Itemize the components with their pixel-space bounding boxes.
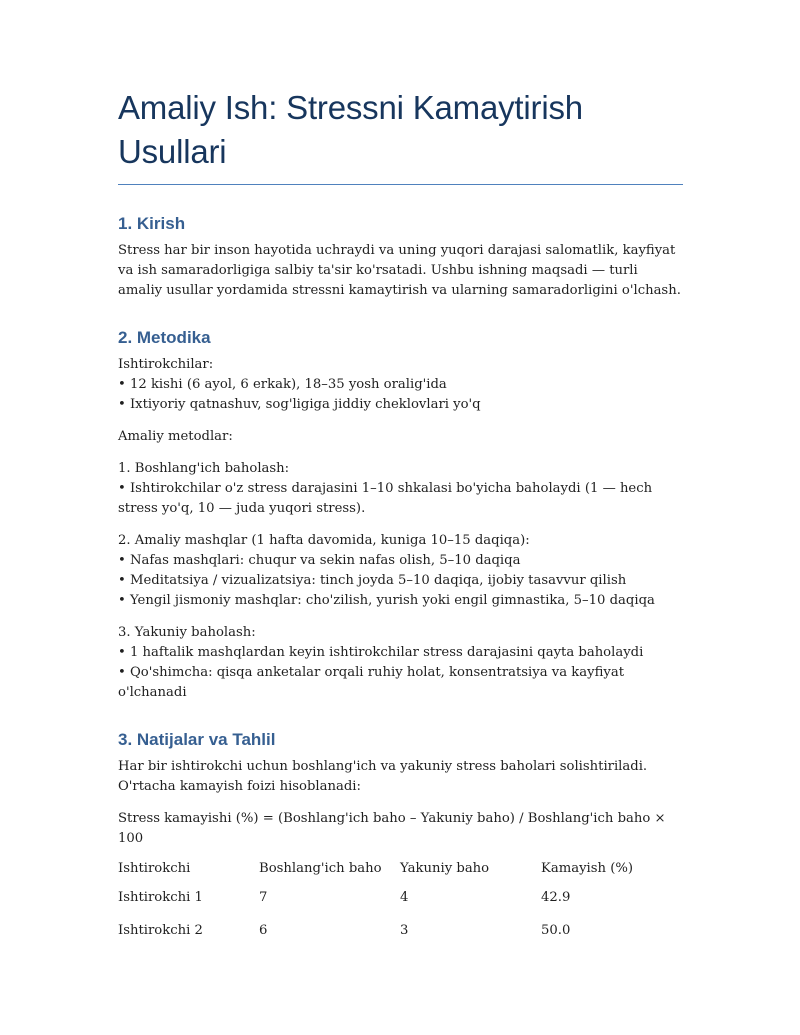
- table-row: [118, 914, 682, 947]
- list-item: • Ixtiyoriy qatnashuv, sog'ligiga jiddiy cheklovlari yo'q: [118, 397, 481, 412]
- table-cell: 6: [259, 922, 268, 938]
- table-cell: 7: [259, 889, 268, 905]
- table-header-row: [118, 859, 682, 881]
- list-item: • Qo'shimcha: qisqa anketalar orqali ruhiy holat, konsentratsiya va kayfiyat o'lchanadi: [118, 665, 624, 700]
- section-heading-kirish: 1. Kirish: [118, 214, 186, 233]
- step1-list: [118, 479, 683, 519]
- table-header-cell: Kamayish (%): [541, 861, 634, 876]
- step3-list: [118, 643, 683, 703]
- document-title: Amaliy Ish: Stressni Kamaytirish Usullari: [118, 86, 683, 185]
- formula-text: Stress kamayishi (%) = (Boshlang'ich baho – Yakuniy baho) / Boshlang'ich baho × 100: [118, 811, 666, 846]
- table-cell: 3: [400, 922, 409, 938]
- participants-list: [118, 375, 683, 415]
- section-heading-metodika: 2. Metodika: [118, 328, 211, 347]
- step2-label: 2. Amaliy mashqlar (1 hafta davomida, kuniga 10–15 daqiqa):: [118, 533, 530, 548]
- kirish-paragraph: Stress har bir inson hayotida uchraydi va uning yuqori darajasi salomatlik, kayfiyat va ish samaradorligiga salbiy ta'sir ko'rsatadi. Ushbu ishning maqsadi — turli amaliy usullar yordamida stressni kamaytirish va ularning samaradorligini o'lchash.: [118, 243, 681, 298]
- list-item: • Ishtirokchilar o'z stress darajasini 1–10 shkalasi bo'yicha baholaydi (1 — hech stress yo'q, 10 — juda yuqori stress).: [118, 481, 653, 516]
- table-row: [118, 881, 682, 914]
- natijalar-paragraph: Har bir ishtirokchi uchun boshlang'ich va yakuniy stress baholari solishtiriladi. O'rtacha kamayish foizi hisoblanadi:: [118, 759, 648, 794]
- table-header-cell: Boshlang'ich baho: [259, 861, 382, 876]
- table-cell: 50.0: [541, 922, 571, 938]
- list-item: • Nafas mashqlari: chuqur va sekin nafas olish, 5–10 daqiqa: [118, 553, 521, 568]
- section-heading-natijalar: 3. Natijalar va Tahlil: [118, 730, 276, 749]
- table-header-cell: Ishtirokchi: [118, 861, 191, 876]
- list-item: • 1 haftalik mashqlardan keyin ishtirokchilar stress darajasini qayta baholaydi: [118, 645, 644, 660]
- table-cell: 4: [400, 889, 409, 905]
- list-item: • Meditatsiya / vizualizatsiya: tinch joyda 5–10 daqiqa, ijobiy tasavvur qilish: [118, 573, 627, 588]
- table-cell: Ishtirokchi 2: [118, 922, 203, 938]
- results-table: [118, 859, 682, 947]
- table-header-cell: Yakuniy baho: [400, 861, 490, 876]
- table-cell: 42.9: [541, 889, 571, 905]
- methods-label: Amaliy metodlar:: [118, 429, 233, 444]
- list-item: • Yengil jismoniy mashqlar: cho'zilish, yurish yoki engil gimnastika, 5–10 daqiqa: [118, 593, 655, 608]
- participants-label: Ishtirokchilar:: [118, 357, 214, 372]
- document-page: [118, 86, 683, 947]
- step2-list: [118, 551, 683, 611]
- list-item: • 12 kishi (6 ayol, 6 erkak), 18–35 yosh oralig'ida: [118, 377, 447, 392]
- step3-label: 3. Yakuniy baholash:: [118, 625, 256, 640]
- step1-label: 1. Boshlang'ich baholash:: [118, 461, 290, 476]
- table-cell: Ishtirokchi 1: [118, 889, 203, 905]
